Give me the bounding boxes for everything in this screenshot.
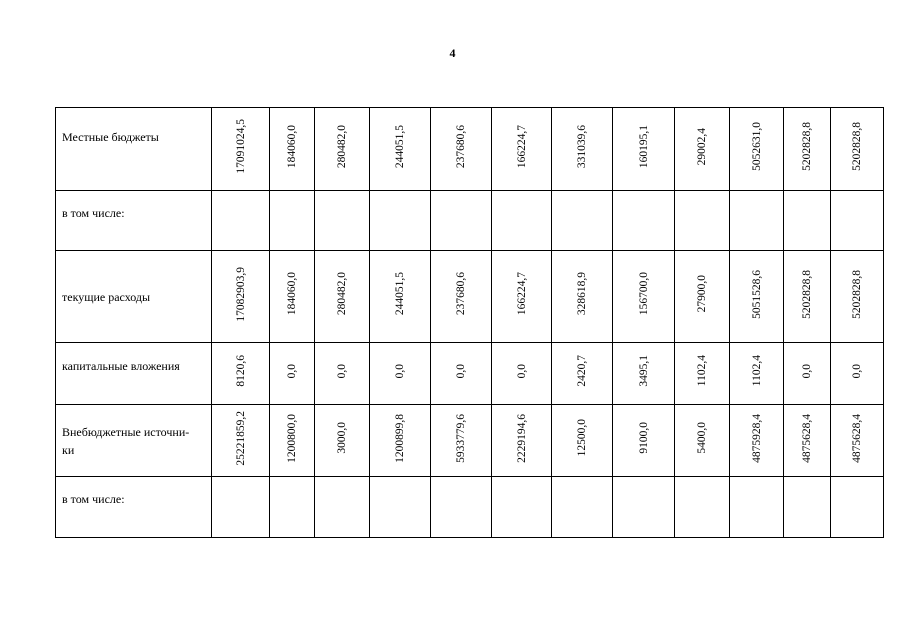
value-cell [730, 191, 784, 251]
table-row [56, 251, 884, 343]
value-cell [370, 251, 431, 343]
cell-value: 4875628,4 [851, 413, 863, 463]
value-cell [831, 405, 884, 477]
table-row [56, 343, 884, 405]
value-cell [492, 108, 552, 191]
cell-value: 1102,4 [750, 355, 763, 387]
cell-value: 17091024,5 [234, 119, 247, 174]
value-cell [315, 108, 370, 191]
value-cell [730, 108, 784, 191]
cell-value: 12500,0 [576, 419, 588, 457]
cell-value: 0,0 [801, 363, 813, 379]
value-cell [730, 343, 784, 405]
value-cell [370, 343, 431, 405]
cell-value: 3000,0 [336, 422, 348, 454]
value-cell [212, 343, 270, 405]
cell-value: 5933779,6 [455, 413, 467, 463]
cell-value: 2420,7 [576, 355, 588, 387]
cell-value: 17082903,9 [234, 266, 247, 322]
cell-value: 5202828,8 [801, 269, 813, 319]
value-cell [431, 251, 492, 343]
table-row [56, 191, 884, 251]
cell-value: 166224,7 [515, 272, 528, 316]
value-cell [784, 405, 831, 477]
value-cell [212, 108, 270, 191]
value-cell [784, 343, 831, 405]
cell-value: 280482,0 [336, 272, 348, 316]
cell-value: 237680,6 [455, 272, 467, 316]
value-cell [270, 405, 315, 477]
row-label: капитальные вложения [56, 335, 212, 397]
cell-value: 331039,6 [576, 124, 588, 169]
value-cell [552, 405, 613, 477]
value-cell [675, 251, 730, 343]
cell-value: 5202828,8 [851, 269, 863, 319]
value-cell [552, 343, 613, 405]
value-cell [730, 405, 784, 477]
value-cell [730, 251, 784, 343]
row-label: Местные бюджеты [56, 96, 212, 179]
value-cell [492, 477, 552, 538]
cell-value: 328618,9 [576, 272, 588, 316]
value-cell [492, 405, 552, 477]
value-cell [431, 191, 492, 251]
value-cell [212, 251, 270, 343]
value-cell [431, 343, 492, 405]
row-label: Внебюджетные источни- ки [56, 405, 212, 477]
value-cell [431, 108, 492, 191]
value-cell [492, 343, 552, 405]
value-cell [315, 477, 370, 538]
value-cell [315, 191, 370, 251]
value-cell [212, 405, 270, 477]
value-cell [270, 191, 315, 251]
value-cell [613, 251, 675, 343]
cell-value: 280482,0 [336, 124, 348, 169]
value-cell [675, 477, 730, 538]
cell-value: 1102,4 [696, 355, 708, 387]
cell-value: 244051,5 [394, 272, 406, 316]
value-cell [784, 108, 831, 191]
cell-value: 27900,0 [696, 275, 708, 313]
value-cell [613, 191, 675, 251]
cell-value: 0,0 [336, 363, 348, 379]
cell-value: 237680,6 [455, 124, 467, 169]
cell-value: 5202828,8 [851, 122, 863, 171]
value-cell [212, 191, 270, 251]
cell-value: 1200800,0 [286, 413, 298, 463]
value-cell [831, 108, 884, 191]
value-cell [831, 251, 884, 343]
cell-value: 0,0 [394, 363, 406, 379]
value-cell [675, 405, 730, 477]
table-row [56, 477, 884, 538]
value-cell [370, 108, 431, 191]
row-label: в том числе: [56, 469, 212, 530]
value-cell [270, 108, 315, 191]
value-cell [831, 477, 884, 538]
cell-value: 8120,6 [234, 355, 247, 387]
value-cell [270, 251, 315, 343]
value-cell [270, 477, 315, 538]
cell-value: 25221859,2 [234, 410, 247, 466]
cell-value: 0,0 [455, 363, 467, 379]
value-cell [552, 477, 613, 538]
table-row [56, 405, 884, 477]
cell-value: 4875928,4 [750, 413, 763, 463]
page-number: 4 [449, 46, 456, 60]
value-cell [675, 191, 730, 251]
row-label: в том числе: [56, 183, 212, 243]
cell-value: 156700,0 [637, 272, 650, 316]
table-row [56, 108, 884, 191]
cell-value: 5202828,8 [801, 122, 813, 171]
value-cell [831, 191, 884, 251]
cell-value: 0,0 [286, 363, 298, 379]
value-cell [613, 477, 675, 538]
value-cell [370, 191, 431, 251]
cell-value: 184060,0 [286, 124, 298, 169]
value-cell [492, 251, 552, 343]
value-cell [784, 251, 831, 343]
cell-value: 0,0 [851, 363, 863, 379]
value-cell [431, 405, 492, 477]
value-cell [315, 405, 370, 477]
cell-value: 0,0 [515, 363, 528, 379]
cell-value: 3495,1 [637, 355, 650, 387]
cell-value: 4875628,4 [801, 413, 813, 463]
cell-value: 1200899,8 [394, 413, 406, 463]
cell-value: 5400,0 [696, 422, 708, 454]
value-cell [613, 343, 675, 405]
value-cell [370, 477, 431, 538]
value-cell [315, 343, 370, 405]
budget-table [55, 107, 884, 538]
value-cell [613, 108, 675, 191]
value-cell [492, 191, 552, 251]
cell-value: 9100,0 [637, 422, 650, 454]
value-cell [831, 343, 884, 405]
cell-value: 244051,5 [394, 124, 406, 169]
value-cell [613, 405, 675, 477]
cell-value: 166224,7 [515, 124, 528, 169]
value-cell [784, 477, 831, 538]
value-cell [730, 477, 784, 538]
value-cell [212, 477, 270, 538]
cell-value: 184060,0 [286, 272, 298, 316]
value-cell [552, 108, 613, 191]
row-label: текущие расходы [56, 251, 212, 343]
cell-value: 5052631,0 [750, 122, 763, 171]
value-cell [784, 191, 831, 251]
value-cell [675, 108, 730, 191]
cell-value: 29002,4 [696, 127, 708, 166]
cell-value: 5051528,6 [750, 269, 763, 319]
cell-value: 160195,1 [637, 124, 650, 169]
value-cell [370, 405, 431, 477]
value-cell [315, 251, 370, 343]
value-cell [431, 477, 492, 538]
value-cell [552, 191, 613, 251]
value-cell [675, 343, 730, 405]
value-cell [552, 251, 613, 343]
value-cell [270, 343, 315, 405]
cell-value: 2229194,6 [515, 413, 528, 463]
